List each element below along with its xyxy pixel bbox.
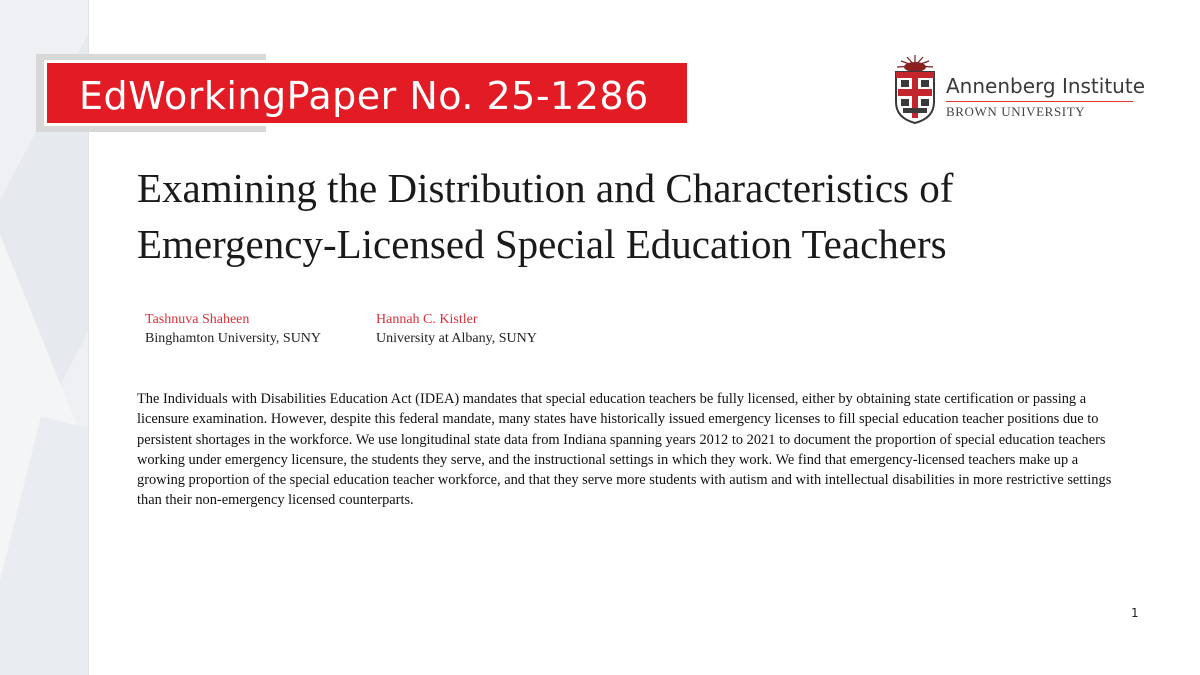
institute-name: Annenberg Institute [946, 74, 1145, 98]
author-block [145, 310, 321, 348]
author-name: Tashnuva Shaheen [145, 312, 250, 327]
abstract-text: The Individuals with Disabilities Education Act (IDEA) mandates that special education teachers be fully licensed, either by obtaining state certification or passing a licensure examination. However, despite this federal mandate, many states have historically issued emergency licenses to fill special education teacher positions due to persistent shortages in the workforce. We use longitudinal state data from Indiana spanning years 2012 to 2021 to document the proportion of special education teachers working under emergency licensure, the students they serve, and the instructional settings in which they work. We find that emergency-licensed teachers make up a growing proportion of the special education teacher workforce, and that they serve more students with autism and with intellectual disabilities in more restrictive settings than their non-emergency licensed counterparts. [137, 391, 1112, 509]
author-name: Hannah C. Kistler [376, 312, 478, 327]
author-affiliation: Binghamton University, SUNY [145, 331, 322, 346]
author-block [376, 310, 537, 348]
paper-title-line-1: Examining the Distribution and Characteristics of [137, 165, 954, 211]
university-name: BROWN UNIVERSITY [946, 104, 1086, 119]
author-affiliation: University at Albany, SUNY [376, 331, 537, 346]
working-paper-banner: EdWorkingPaper No. 25-1286 [44, 60, 690, 126]
paper-title [137, 160, 1137, 272]
annenberg-logo [893, 52, 1143, 124]
paper-title-line-2: Emergency-Licensed Special Education Teachers [137, 221, 947, 267]
brown-shield-icon [893, 52, 937, 124]
page-number: 1 [1131, 606, 1139, 620]
logo-divider [946, 101, 1133, 102]
